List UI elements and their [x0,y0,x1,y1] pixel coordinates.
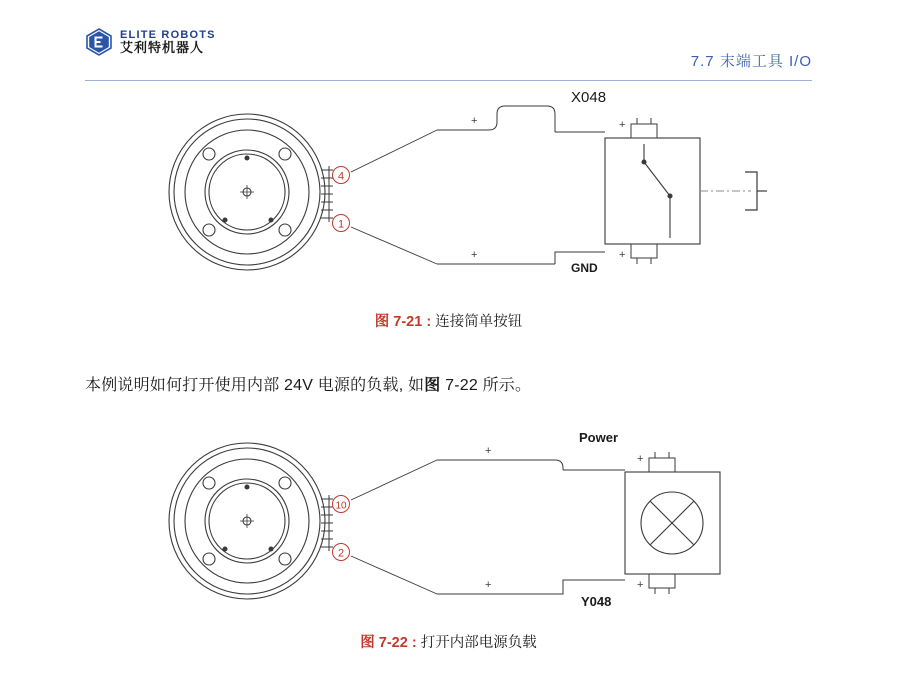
figure-7-21-caption-label: 图 7-21 : [374,314,432,330]
figure-7-21-terminal-top-label: X048 [571,92,607,106]
figure-7-22-diagram [85,428,812,614]
brand-logo [85,28,216,56]
pin-label-lower: 1 [337,218,345,231]
svg-text:+: + [471,249,478,261]
brand-name-cn: 艾利特机器人 [120,39,205,55]
page-header [85,22,812,80]
figure-7-21-caption [85,310,812,331]
paragraph-bold-ref: 图 [424,377,441,394]
brand-name-en: ELITE ROBOTS [120,28,216,41]
svg-text:+: + [619,119,626,131]
body-paragraph [85,372,812,395]
figure-7-21-caption-text: 连接简单按钮 [435,314,523,330]
brand-logo-text [120,29,216,56]
figure-7-22-terminal-top-label: Power [579,430,619,445]
svg-text:+: + [619,249,626,261]
figure-7-22-caption-text: 打开内部电源负载 [420,635,537,651]
svg-text:+: + [471,115,478,127]
figure-7-21-diagram [85,92,812,292]
pin-label-lower: 2 [337,547,345,560]
pin-label-upper: 4 [337,170,345,183]
paragraph-text-after: 7-22 所示。 [440,377,532,394]
svg-text:+: + [637,453,644,465]
figure-7-22-caption-label: 图 7-22 : [360,635,417,651]
figure-7-21-terminal-bottom-label: GND [571,261,598,275]
pin-label-upper: 10 [335,500,347,512]
section-title: 7.7 末端工具 I/O [690,53,812,70]
figure-7-22-caption [85,631,812,652]
figure-7-22-terminal-bottom-label: Y048 [581,594,612,609]
elite-robots-logo-icon [85,28,113,56]
header-divider [85,80,812,81]
svg-text:+: + [637,579,644,591]
svg-text:+: + [485,445,492,457]
paragraph-text-before: 本例说明如何打开使用内部 24V 电源的负载, 如 [85,377,425,394]
svg-text:+: + [485,579,492,591]
